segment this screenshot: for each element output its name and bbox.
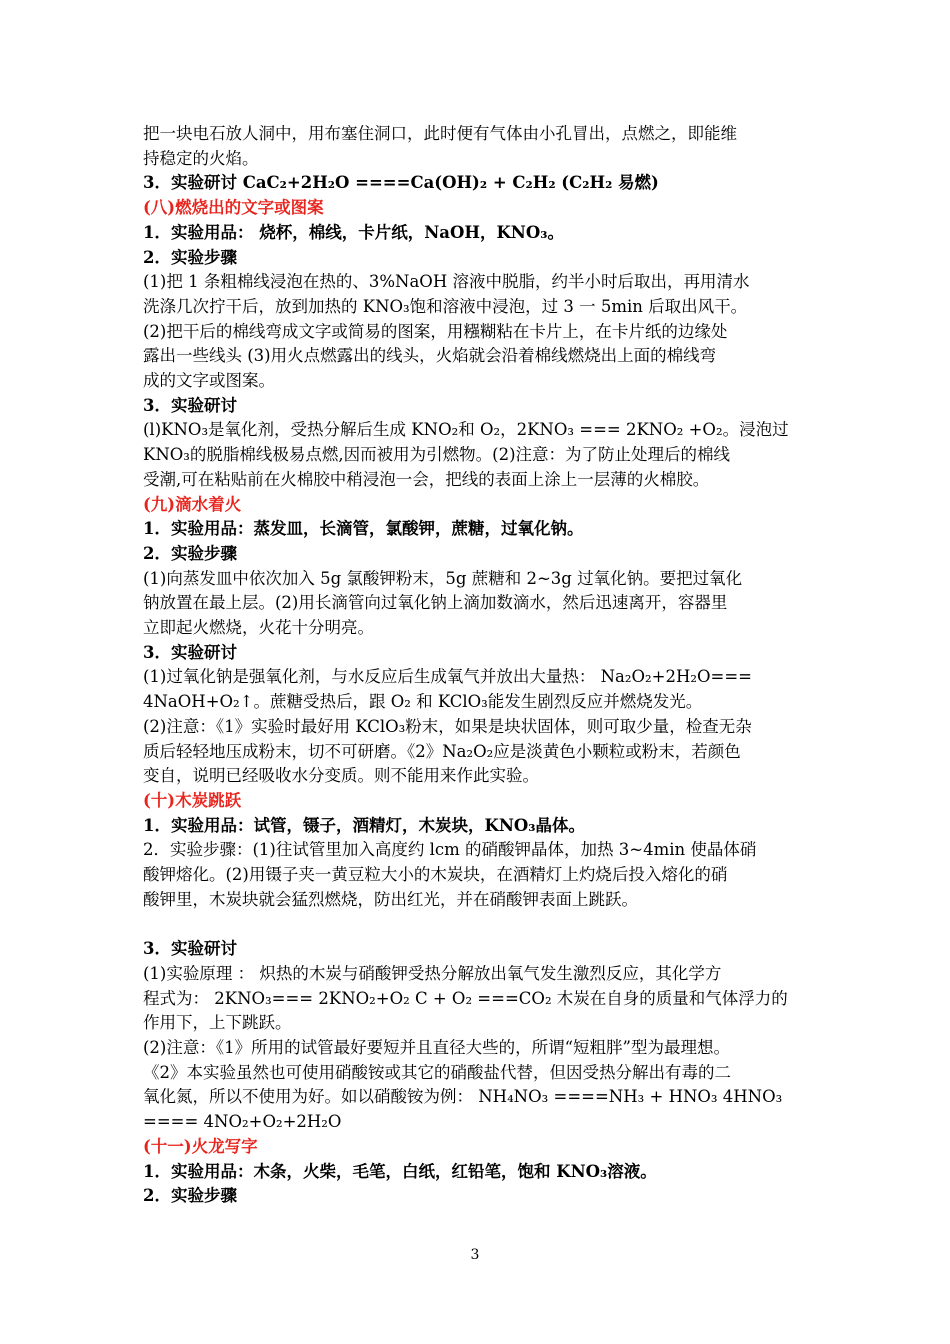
section-heading: (十)木炭跳跃 bbox=[143, 790, 242, 810]
text-line: 成的文字或图案。 bbox=[143, 371, 275, 391]
text-line: 2．实验步骤：(1)往试管里加入高度约 lcm 的硝酸钾晶体，加热 3~4min 使晶体硝 bbox=[143, 840, 757, 860]
text-line: (1)把 1 条粗棉线浸泡在热的、3%NaOH 溶液中脱脂，约半小时后取出，再用清水 bbox=[143, 272, 750, 292]
subheading: 2．实验步骤 bbox=[143, 247, 237, 267]
text-line: 把一块电石放人洞中，用布塞住洞口，此时便有气体由小孔冒出，点燃之，即能维 bbox=[143, 124, 737, 143]
text-line: KNO₃的脱脂棉线极易点燃,因而被用为引燃物。(2)注意：为了防止处理后的棉线 bbox=[143, 445, 731, 465]
text-line: 《2》本实验虽然也可使用硝酸铵或其它的硝酸盐代替，但因受热分解出有毒的二 bbox=[143, 1062, 731, 1082]
section-heading: (九)滴水着火 bbox=[143, 494, 242, 514]
text-line: 质后轻轻地压成粉末，切不可研磨。《2》Na₂O₂应是淡黄色小颗粒或粉末，若颜色 bbox=[143, 741, 741, 761]
text-line: (1)实验原理 ： 炽热的木炭与硝酸钾受热分解放出氧气发生激烈反应，其化学方 bbox=[143, 963, 722, 983]
text-line: (2)把干后的棉线弯成文字或简易的图案，用糨糊粘在卡片上，在卡片纸的边缘处 bbox=[143, 321, 728, 341]
text-line: (2)注意：《1》所用的试管最好要短并且直径大些的，所谓“短粗胖”型为最理想。 bbox=[143, 1038, 730, 1057]
text-line: 酸钾里，木炭块就会猛烈燃烧，防出红光，并在硝酸钾表面上跳跃。 bbox=[143, 889, 638, 909]
subheading: 1．实验用品：木条，火柴，毛笔，白纸，红铅笔，饱和 KNO₃溶液。 bbox=[143, 1161, 657, 1181]
text-line: (l)KNO₃是氧化剂，受热分解后生成 KNO₂和 O₂，2KNO₃ === 2KNO₂ +O₂。浸泡过 bbox=[143, 420, 789, 440]
text-line: 变自，说明已经吸收水分变质。则不能用来作此实验。 bbox=[143, 766, 539, 786]
section-heading: (八)燃烧出的文字或图案 bbox=[143, 198, 324, 218]
subheading: 3．实验研讨 bbox=[143, 939, 237, 959]
text-line: 洗涤几次拧干后，放到加热的 KNO₃饱和溶液中浸泡，过 3 一 5min 后取出风干。 bbox=[143, 296, 748, 316]
subheading: 2．实验步骤 bbox=[143, 1186, 237, 1206]
text-line: 钠放置在最上层。(2)用长滴管向过氧化钠上滴加数滴水，然后迅速离开，容器里 bbox=[143, 593, 728, 613]
subheading: 1．实验用品：蒸发皿，长滴管，氯酸钾，蔗糖，过氧化钠。 bbox=[143, 519, 584, 539]
subheading: 1．实验用品： 烧杯，棉线，卡片纸，NaOH，KNO₃。 bbox=[143, 222, 564, 242]
subheading: 2．实验步骤 bbox=[143, 543, 237, 563]
subheading: 3．实验研讨 bbox=[143, 395, 237, 415]
blank-line bbox=[143, 913, 813, 938]
text-line: 氧化氮，所以不使用为好。如以硝酸铵为例： NH₄NO₃ ====NH₃ + HNO₃ 4HNO₃ bbox=[143, 1087, 783, 1107]
subheading: 1．实验用品：试管，镊子，酒精灯，木炭块，KNO₃晶体。 bbox=[143, 815, 586, 835]
text-line: (2)注意：《1》实验时最好用 KClO₃粉末，如果是块状固体，则可取少量，检查无杂 bbox=[143, 716, 752, 736]
text-line: 立即起火燃烧，火花十分明亮。 bbox=[143, 618, 374, 638]
text-line: ==== 4NO₂+O₂+2H₂O bbox=[143, 1112, 342, 1132]
text-line: (1)向蒸发皿中依次加入 5g 氯酸钾粉末，5g 蔗糖和 2~3g 过氧化钠。要把过氧化 bbox=[143, 568, 743, 588]
text-line: 受潮,可在粘贴前在火棉胶中稍浸泡一会，把线的表面上涂上一层薄的火棉胶。 bbox=[143, 469, 710, 489]
text-line: 酸钾熔化。(2)用镊子夹一黄豆粒大小的木炭块，在酒精灯上灼烧后投入熔化的硝 bbox=[143, 865, 728, 885]
document-body bbox=[143, 122, 813, 1209]
section-heading: (十一)火龙写字 bbox=[143, 1136, 258, 1156]
text-line: 4NaOH+O₂↑。蔗糖受热后，跟 O₂ 和 KClO₃能发生剧烈反应并燃烧发光。 bbox=[143, 692, 703, 712]
text-line: 作用下，上下跳跃。 bbox=[143, 1013, 292, 1033]
subheading: 3．实验研讨 CaC₂+2H₂O ====Ca(OH)₂ + C₂H₂ (C₂H₂ 易燃) bbox=[143, 173, 659, 193]
text-line: 持稳定的火焰。 bbox=[143, 148, 259, 168]
text-line: 程式为： 2KNO₃=== 2KNO₂+O₂ C + O₂ ===CO₂ 木炭在自身的质量和气体浮力的 bbox=[143, 988, 788, 1008]
subheading: 3．实验研讨 bbox=[143, 642, 237, 662]
text-line: (1)过氧化钠是强氧化剂，与水反应后生成氧气并放出大量热： Na₂O₂+2H₂O=== bbox=[143, 667, 752, 687]
page-number: 3 bbox=[470, 1247, 480, 1263]
text-line: 露出一些线头 (3)用火点燃露出的线头，火焰就会沿着棉线燃烧出上面的棉线弯 bbox=[143, 346, 717, 366]
